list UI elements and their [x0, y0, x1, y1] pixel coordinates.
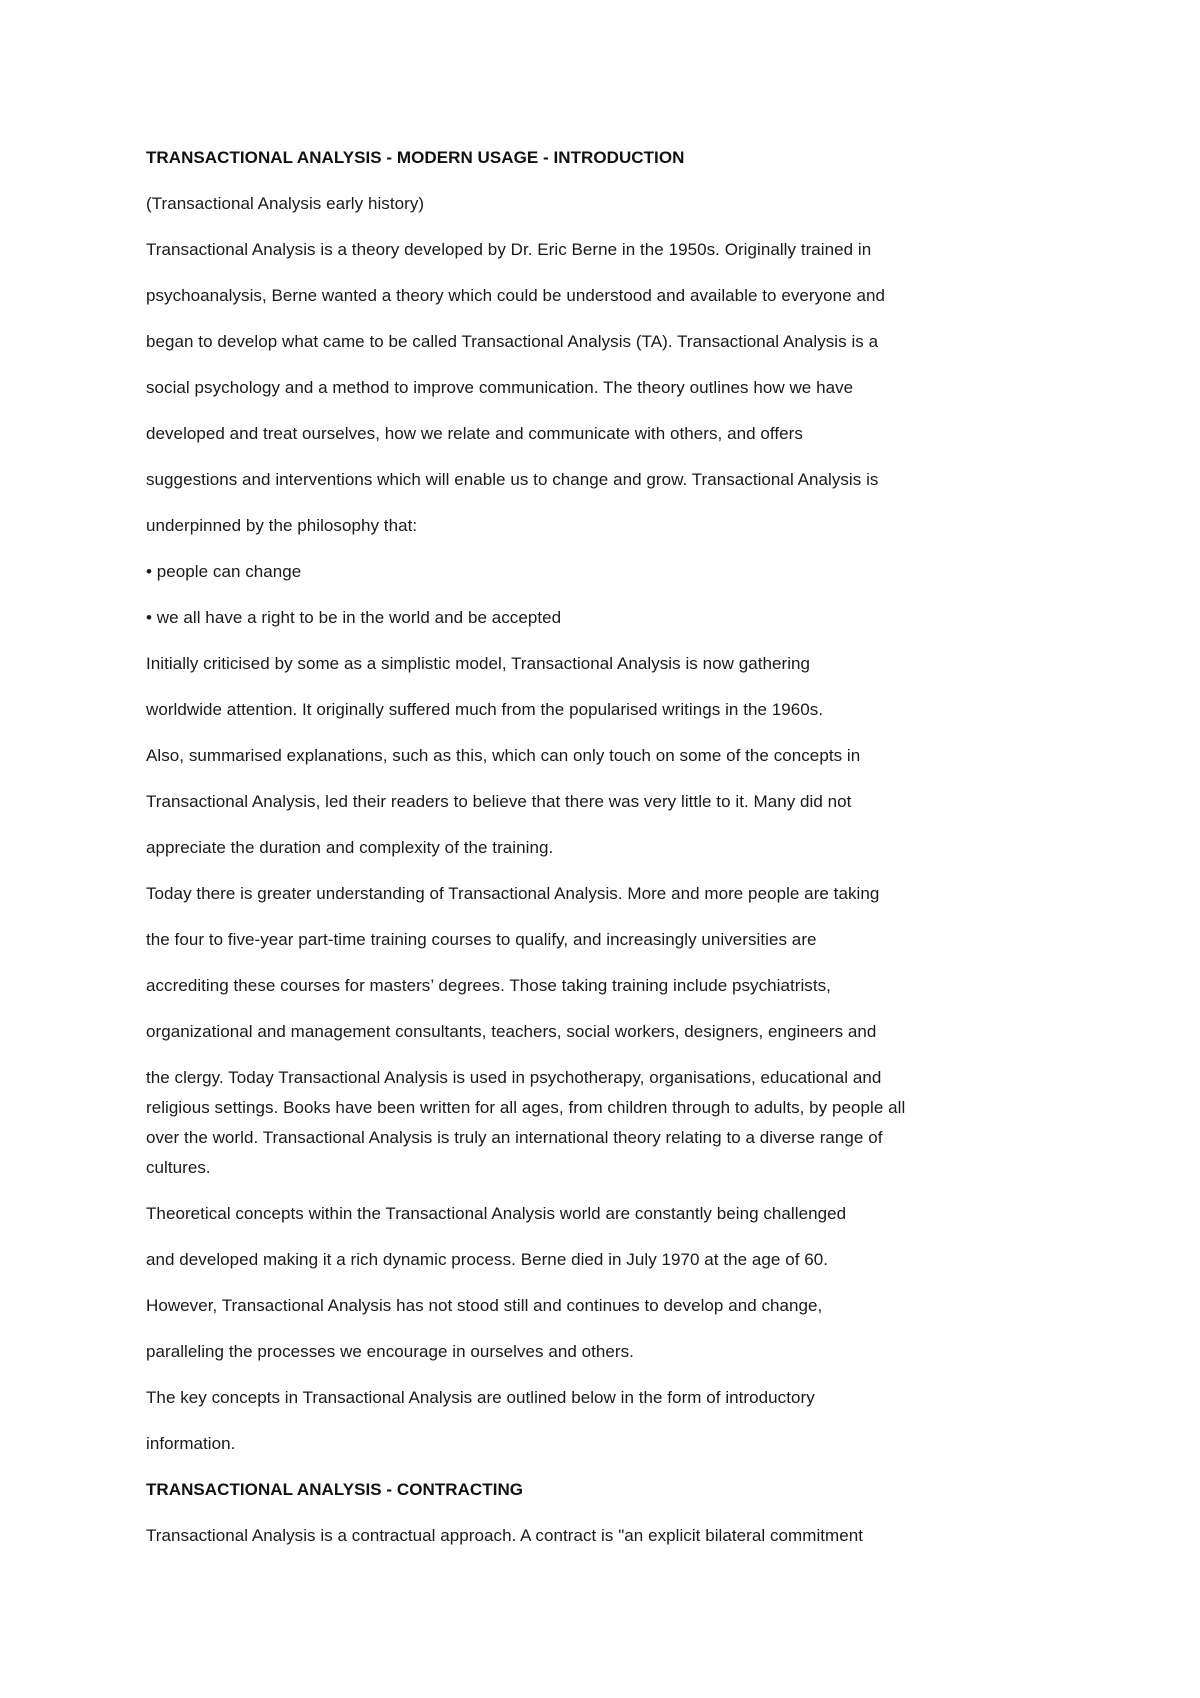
- body-line: social psychology and a method to improve communication. The theory outlines how we have: [146, 378, 854, 397]
- body-line: paralleling the processes we encourage in ourselves and others.: [146, 1342, 634, 1361]
- body-line: worldwide attention. It originally suffered much from the popularised writings in the 1960s.: [146, 700, 824, 719]
- body-line: and developed making it a rich dynamic process. Berne died in July 1970 at the age of 60.: [146, 1250, 829, 1269]
- body-line: Initially criticised by some as a simplistic model, Transactional Analysis is now gathering: [146, 654, 811, 673]
- bullet-item: • people can change: [146, 562, 302, 581]
- body-line: the clergy. Today Transactional Analysis is used in psychotherapy, organisations, educational and: [146, 1068, 882, 1087]
- body-line: psychoanalysis, Berne wanted a theory which could be understood and available to everyone and: [146, 286, 885, 305]
- body-line: The key concepts in Transactional Analysis are outlined below in the form of introductory: [146, 1388, 815, 1407]
- bullet-item: • we all have a right to be in the world and be accepted: [146, 608, 562, 627]
- body-line: accrediting these courses for masters’ degrees. Those taking training include psychiatrists,: [146, 976, 831, 995]
- body-line: organizational and management consultants, teachers, social workers, designers, engineers and: [146, 1022, 877, 1041]
- body-line: the four to five-year part-time training courses to qualify, and increasingly universities are: [146, 930, 817, 949]
- body-line: Theoretical concepts within the Transactional Analysis world are constantly being challenged: [146, 1204, 847, 1223]
- body-line: information.: [146, 1434, 236, 1453]
- body-line: However, Transactional Analysis has not stood still and continues to develop and change,: [146, 1296, 823, 1315]
- body-line: began to develop what came to be called Transactional Analysis (TA). Transactional Analysis is a: [146, 332, 879, 351]
- section-subtitle: (Transactional Analysis early history): [146, 194, 425, 213]
- body-line: Transactional Analysis is a theory developed by Dr. Eric Berne in the 1950s. Originally trained in: [146, 240, 872, 259]
- body-line: appreciate the duration and complexity of the training.: [146, 838, 554, 857]
- body-line: Also, summarised explanations, such as this, which can only touch on some of the concepts in: [146, 746, 861, 765]
- section-heading-introduction: TRANSACTIONAL ANALYSIS - MODERN USAGE - INTRODUCTION: [146, 148, 685, 167]
- body-line: developed and treat ourselves, how we relate and communicate with others, and offers: [146, 424, 803, 443]
- body-line: Transactional Analysis is a contractual approach. A contract is "an explicit bilateral commitment: [146, 1526, 864, 1545]
- body-line: cultures.: [146, 1158, 211, 1177]
- body-line: underpinned by the philosophy that:: [146, 516, 418, 535]
- body-line: Today there is greater understanding of Transactional Analysis. More and more people are taking: [146, 884, 880, 903]
- body-line: over the world. Transactional Analysis is truly an international theory relating to a diverse range of: [146, 1128, 883, 1147]
- section-heading-contracting: TRANSACTIONAL ANALYSIS - CONTRACTING: [146, 1480, 524, 1499]
- body-line: suggestions and interventions which will enable us to change and grow. Transactional Analysis is: [146, 470, 879, 489]
- body-line: religious settings. Books have been written for all ages, from children through to adults, by people all: [146, 1098, 906, 1117]
- body-line: Transactional Analysis, led their readers to believe that there was very little to it. Many did not: [146, 792, 852, 811]
